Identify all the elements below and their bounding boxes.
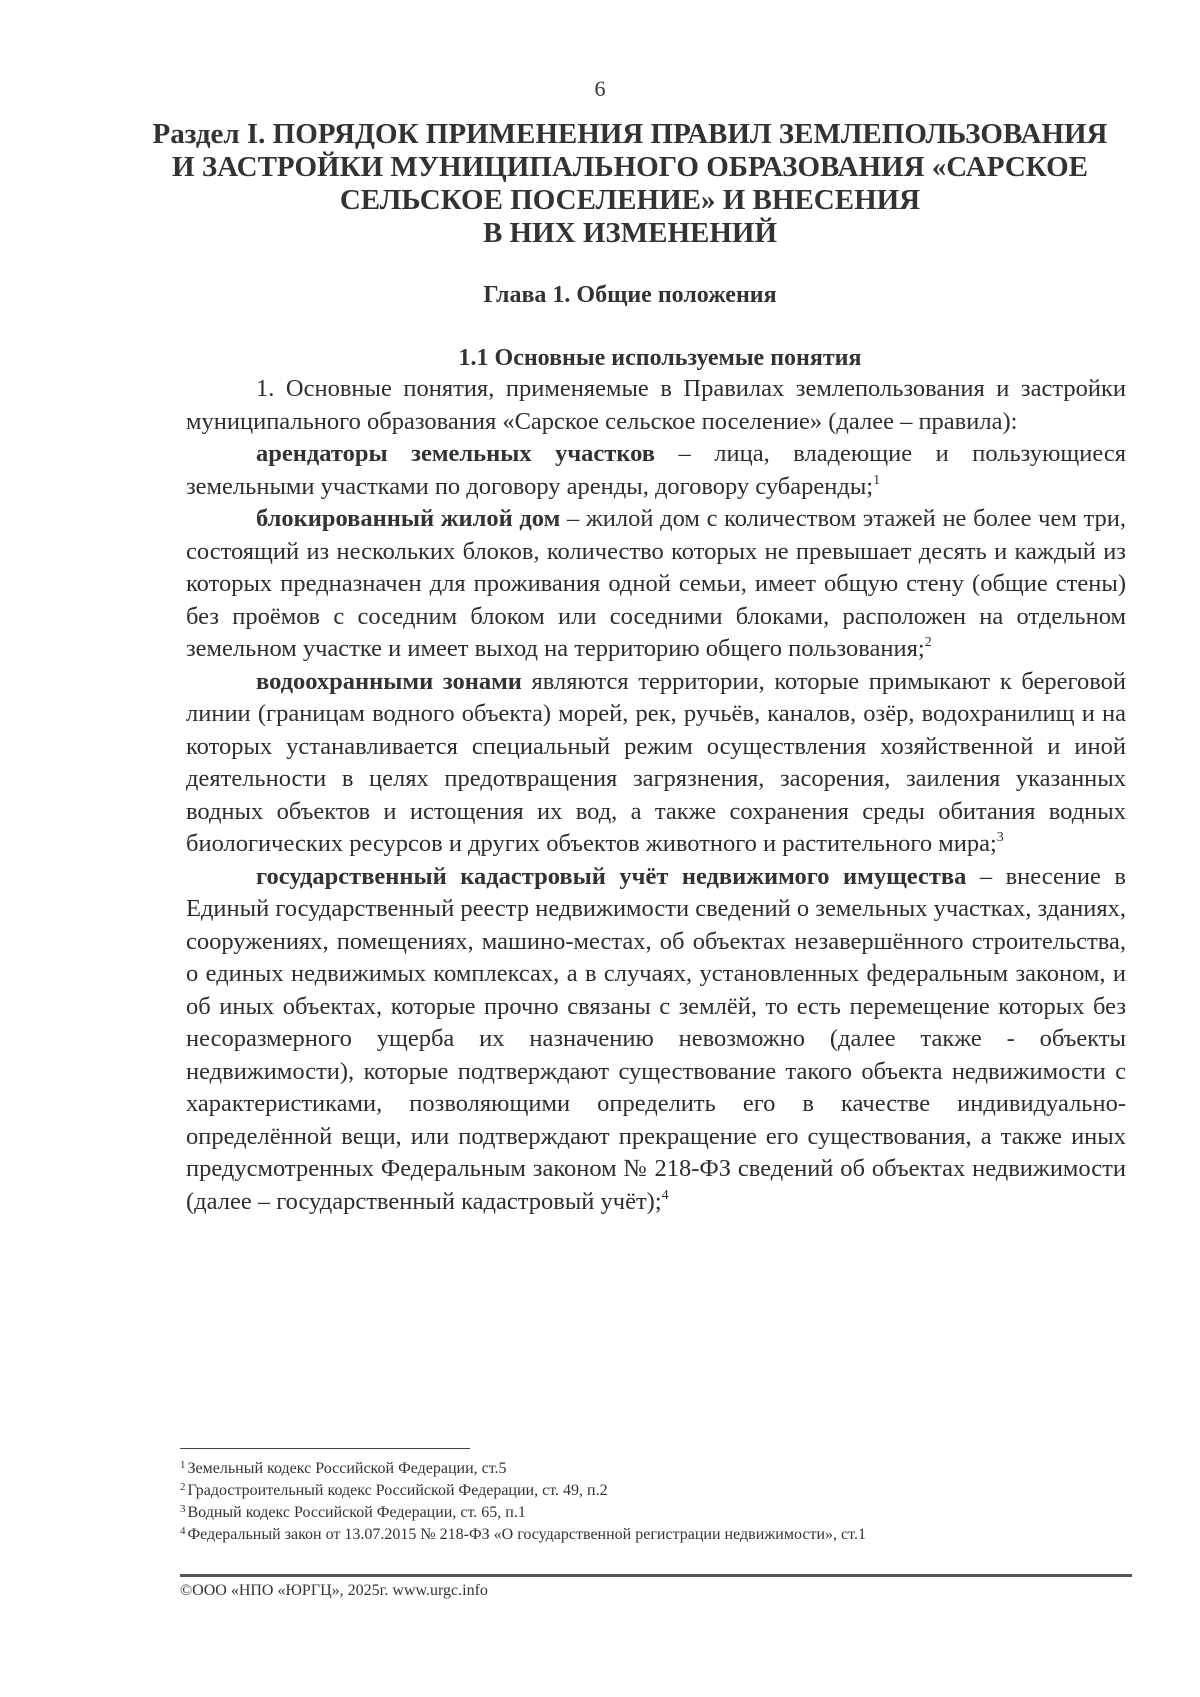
footnote (180, 1524, 1120, 1546)
footnote-number: 2 (180, 1481, 186, 1493)
definition-term: водоохранными зонами (256, 667, 522, 695)
page-number: 6 (594, 76, 606, 101)
footnote-separator (180, 1448, 470, 1449)
definition-term: государственный кадастровый учёт недвижимого имущества (256, 862, 967, 890)
section-title-line: И ЗАСТРОЙКИ МУНИЦИПАЛЬНОГО ОБРАЗОВАНИЯ «САРСКОЕ (172, 151, 1088, 183)
definition-text: – лица, владеющие и пользующиеся земельными участками по договору аренды, договору субаренды; (186, 440, 1126, 500)
definition-paragraph (186, 666, 1126, 861)
definition-text: – внесение в Единый государственный реестр недвижимости сведений о земельных участках, зданиях, сооружениях, помещениях, машино-местах, об объектах незавершённого строительства, о единых недвижимых комплексах, а в случаях, установленных федеральным законом, и об иных объектах, которые прочно связаны с землёй, то есть перемещение которых без несоразмерного ущерба их назначению невозможно (далее также - объекты недвижимости), которые подтверждают существование такого объекта недвижимости с характеристиками, позволяющими определить его в качестве индивидуально-определённой вещи, или подтверждают прекращение его существования, а также иных предусмотренных Федеральным законом № 218-ФЗ сведений об объектах недвижимости (далее – государственный кадастровый учёт); (186, 862, 1126, 1215)
footnote-number: 3 (180, 1503, 186, 1515)
definition-term: арендаторы земельных участков (256, 440, 655, 467)
footnote-ref: 2 (924, 635, 932, 650)
footnote-ref: 1 (873, 472, 881, 488)
definition-paragraph (186, 438, 1126, 503)
footnote-text: Федеральный закон от 13.07.2015 № 218-ФЗ «О государственной регистрации недвижимости», ст.1 (187, 1526, 866, 1543)
footnote (180, 1502, 1120, 1524)
section-title-line: Раздел I. ПОРЯДОК ПРИМЕНЕНИЯ ПРАВИЛ ЗЕМЛЕПОЛЬЗОВАНИЯ (152, 118, 1108, 150)
footer-copyright: ©ООО «НПО «ЮРГЦ», 2025г. www.urgc.info (180, 1582, 488, 1599)
footnote-text: Градостроительный кодекс Российской Федерации, ст. 49, п.2 (187, 1482, 608, 1499)
subsection-title: 1.1 Основные используемые понятия (458, 345, 862, 371)
section-title (150, 118, 1110, 250)
definition-paragraph (186, 861, 1126, 1219)
footnote-ref: 3 (996, 830, 1004, 845)
chapter-title: Глава 1. Общие положения (483, 282, 777, 308)
footnote (180, 1480, 1120, 1502)
footnote-ref: 4 (661, 1187, 669, 1203)
definition-text: являются территории, которые примыкают к береговой линии (границам водного объекта) морей, рек, ручьёв, каналов, озёр, водохранилищ и на которых устанавливается специальный режим осуществления хозяйственной и иной деятельности в целях предотвращения загрязнения, засорения, заиления указанных водных объектов и истощения их вод, а также сохранения среды обитания водных биологических ресурсов и других объектов животного и растительного мира; (186, 667, 1126, 857)
section-title-line: В НИХ ИЗМЕНЕНИЙ (482, 217, 778, 249)
section-title-line: СЕЛЬСКОЕ ПОСЕЛЕНИЕ» И ВНЕСЕНИЯ (339, 184, 921, 216)
footnote (180, 1458, 1120, 1480)
footnote-text: Земельный кодекс Российской Федерации, ст.5 (187, 1460, 507, 1477)
intro-paragraph: 1. Основные понятия, применяемые в Правилах землепользования и застройки муниципального образования «Сарское сельское поселение» (далее – правила): (186, 375, 1126, 435)
footnote-text: Водный кодекс Российской Федерации, ст. 65, п.1 (187, 1504, 526, 1521)
body-text (186, 373, 1126, 1218)
footer-separator (180, 1574, 1132, 1577)
definition-text: – жилой дом с количеством этажей не более чем три, состоящий из нескольких блоков, количество которых не превышает десять и каждый из которых предназначен для проживания одной семьи, имеет общую стену (общие стены) без проёмов с соседним блоком или соседними блоками, расположен на отдельном земельном участке и имеет выход на территорию общего пользования; (186, 505, 1126, 662)
footnote-number: 1 (180, 1459, 186, 1471)
footnotes (180, 1458, 1120, 1546)
definition-term: блокированный жилой дом (256, 505, 561, 532)
definition-paragraph (186, 503, 1126, 666)
footnote-number: 4 (180, 1525, 186, 1537)
